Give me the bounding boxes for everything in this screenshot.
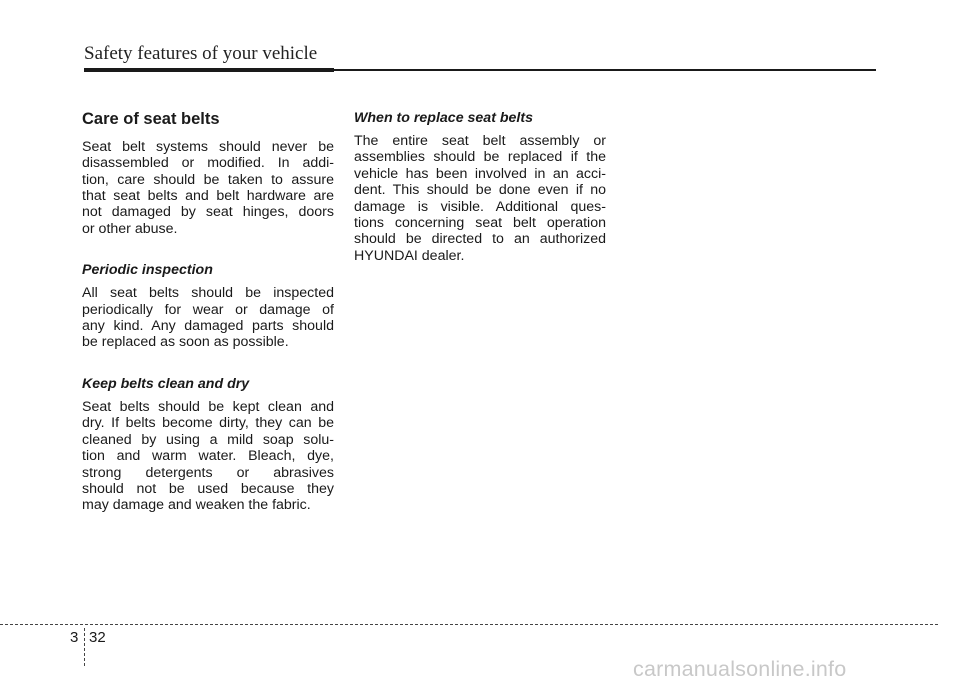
- footer-dashed-rule: [0, 624, 938, 625]
- text-line: disassembled or modified. In addi-: [82, 155, 334, 172]
- text-line: vehicle has been involved in an acci-: [354, 165, 606, 182]
- text-line: may damage and weaken the fabric.: [82, 497, 311, 514]
- keep-clean-heading: Keep belts clean and dry: [82, 375, 250, 392]
- text-line: Seat belts should be kept clean and: [82, 398, 334, 415]
- when-to-replace-paragraph: [354, 133, 606, 264]
- when-to-replace-heading: When to replace seat belts: [354, 110, 533, 126]
- periodic-inspection-heading: Periodic inspection: [82, 262, 213, 279]
- text-line: tion and warm water. Bleach, dye,: [82, 448, 334, 465]
- text-line: should not be used because they: [82, 480, 334, 497]
- footer-page-divider: [84, 628, 85, 666]
- keep-clean-paragraph: [82, 399, 334, 514]
- left-column: [82, 110, 334, 539]
- periodic-inspection-paragraph: [82, 285, 334, 351]
- right-column: [354, 110, 606, 289]
- text-line: All seat belts should be inspected: [82, 285, 334, 302]
- text-line: periodically for wear or damage of: [82, 301, 334, 318]
- section-title: Safety features of your vehicle: [84, 43, 318, 64]
- text-line: not damaged by seat hinges, doors: [82, 204, 334, 221]
- text-line: dry. If belts become dirty, they can be: [82, 415, 334, 432]
- text-line: assemblies should be replaced if the: [354, 149, 606, 166]
- care-paragraph: [82, 139, 334, 237]
- care-heading: Care of seat belts: [82, 110, 220, 128]
- text-line: damage is visible. Additional ques-: [354, 198, 606, 215]
- text-line: Seat belt systems should never be: [82, 138, 334, 155]
- header-rule-thick: [84, 68, 334, 72]
- text-line: or other abuse.: [82, 220, 178, 237]
- text-line: be replaced as soon as possible.: [82, 334, 289, 351]
- text-line: that seat belts and belt hardware are: [82, 188, 334, 205]
- text-line: should be directed to an authorized: [354, 231, 606, 248]
- text-line: any kind. Any damaged parts should: [82, 318, 334, 335]
- text-line: The entire seat belt assembly or: [354, 133, 606, 150]
- text-line: cleaned by using a mild soap solu-: [82, 431, 334, 448]
- text-line: strong detergents or abrasives: [82, 464, 334, 481]
- page-number: 32: [89, 629, 106, 646]
- text-line: HYUNDAI dealer.: [354, 247, 465, 264]
- text-line: tion, care should be taken to assure: [82, 171, 334, 188]
- text-line: tions concerning seat belt operation: [354, 215, 606, 232]
- text-line: dent. This should be done even if no: [354, 182, 606, 199]
- watermark-text: carmanualsonline.info: [633, 657, 847, 681]
- chapter-number: 3: [70, 629, 79, 646]
- header-rule-thin: [334, 69, 876, 71]
